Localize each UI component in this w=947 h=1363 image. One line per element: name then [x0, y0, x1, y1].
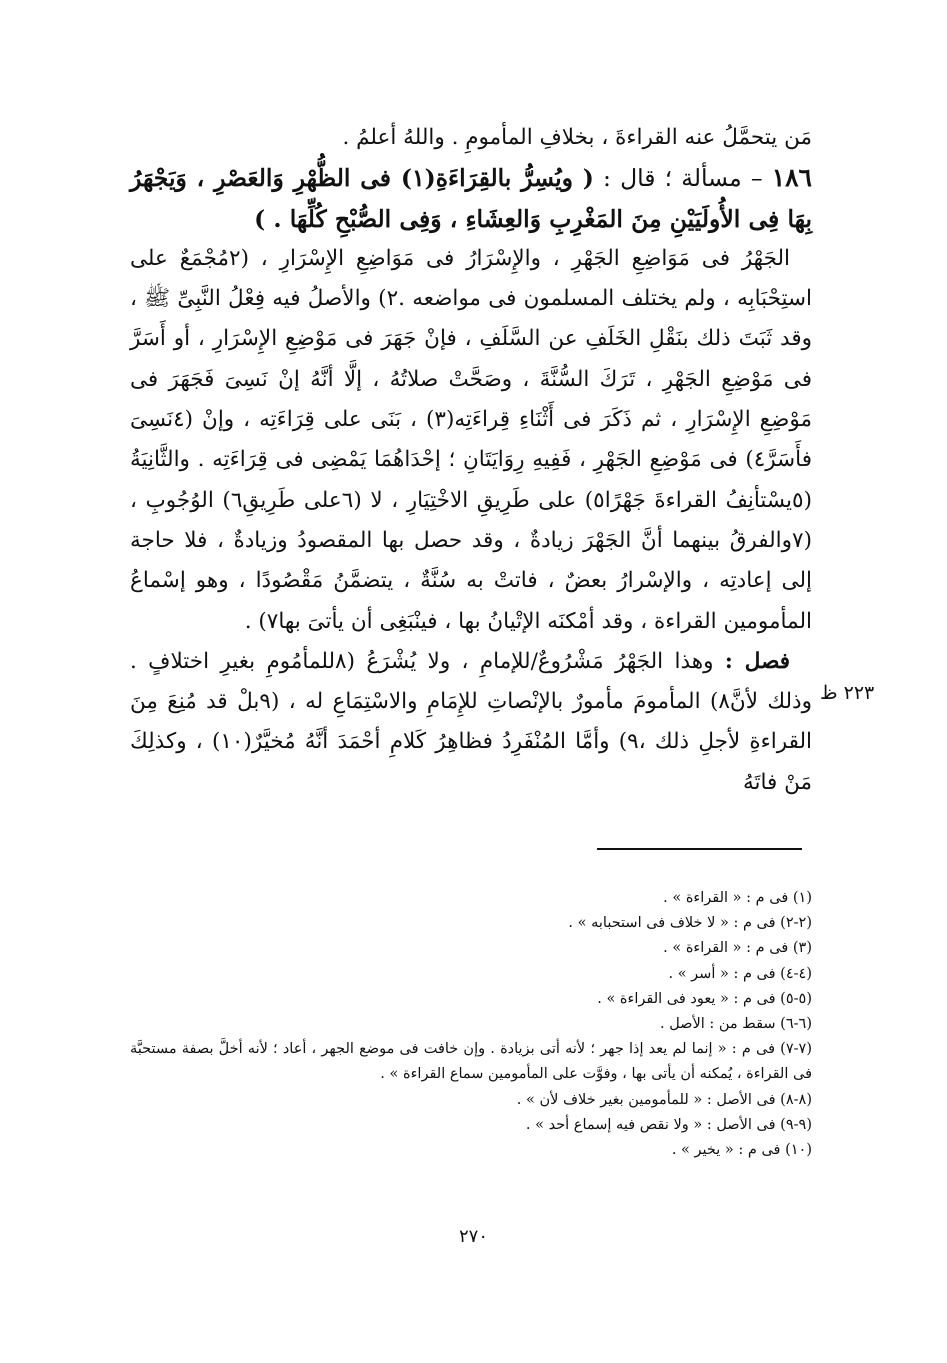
footnote: (٣) فى م : « القراءة » . — [663, 940, 812, 957]
issue-number: ١٨٦ — [771, 163, 812, 193]
footnote: (٥-٥) فى م : « يعود فى القراءة » . — [597, 990, 812, 1007]
footnote: (٦-٦) سقط من : الأصل . — [659, 1016, 812, 1033]
footnotes — [130, 886, 812, 1163]
footnote: (٨-٨) فى الأصل : « للمأمومين بغير خلاف لأن » . — [516, 1091, 812, 1108]
issue-heading — [130, 158, 812, 239]
page-number: ٢٧٠ — [458, 1226, 488, 1247]
commentary-paragraph: الجَهْرُ فى مَوَاضِعِ الجَهْرِ ، والإِسْرَارُ فى مَوَاضِعِ الإِسْرَارِ ، (٢مُجْمَعٌ على استِحْبَابِه ، ولم يختلف المسلمون فى مواضعه .٢) والأصلُ فيه فِعْلُ النَّبِىِّ ﷺ ، وقد ثَبَتَ ذلك بنَقْلِ الخَلَفِ عن السَّلَفِ ، فإنْ جَهَرَ فى مَوْضِعِ الإِسْرَارِ ، أو أَسَرَّ فى مَوْضِعِ الجَهْرِ ، تَرَكَ السُّنَّةَ ، وصَحَّتْ صلاتُهُ ، إلَّا أنَّهُ إنْ نَسِىَ فَجَهَرَ فى مَوْضِعِ الإِسْرَارِ ، ثم ذَكَرَ فى أَثْنَاءِ قِراءَتِه(٣) ، بَنَى على قِرَاءَتِه ، وإنْ (٤نَسِىَ فأَسَرَّ٤) فى مَوْضِعِ الجَهْرِ ، فَفِيهِ رِوَايَتَانِ ؛ إحْدَاهُمَا يَمْضِى فى قِرَاءَتِه . والثَّانِيَةُ (٥يسْتأنِفُ القراءةَ جَهْرًا٥) على طَرِيقِ الاخْتِيَارِ ، لا (٦على طَرِيقِ٦) الوُجُوبِ ، (٧والفرقُ بينهما أنَّ الجَهْرَ زيادةٌ ، وقد حصل بها المقصودُ وزيادةٌ ، فلا حاجة إلى إعادتِه ، والإسْرارُ بعضٌ ، فاتتْ به سُنَّةٌ ، يتضمَّنُ مَقْصُودًا ، وهو إسْماعُ المأمومين القراءة ، وقد أمْكنَه الإتْيانُ بها ، فينْبَغِى أن يأتىَ بها٧) . — [130, 245, 812, 634]
fasl-paragraph — [130, 642, 812, 803]
fasl-text: وهذا الجَهْرُ مَشْرُوعٌ/للإمامِ ، ولا يُشْرَعُ (٨للمأمُومِ بغيرِ اختلافٍ . وذلك لأنَّ٨) المأمومَ مأمورٌ بالإنْصاتِ للإِمَامِ والاسْتِمَاعِ له ، (٩بلْ قد مُنِعَ مِنَ القراءةِ لأجلِ ذلك ،٩) وأمَّا المُنْفَرِدُ فظاهِرُ كَلامِ أحْمَدَ أنَّهُ مُخيَّرٌ(١٠) ، وكذلِكَ مَنْ فاتَهُ — [130, 648, 813, 795]
intro-line: مَن يتحمَّلُ عنه القراءةَ ، بخلافِ المأمومِ . واللهُ أعلمُ . — [342, 125, 812, 150]
footnote: (٧-٧) فى م : « إنما لم يعد إذا جهر ؛ لأنه أتى بزيادة . وإن خافت فى موضع الجهر ، أعاد ؛ لأنه أخلَّ بصفة مستحبَّة فى القراءة ، يُمكنه أن يأتى بها ، وفوَّت على المأمومين سماع القراءة » . — [130, 1041, 812, 1083]
footnote: (١) فى م : « القراءة » . — [663, 890, 812, 906]
footnote: (٢-٢) فى م : « لا خلاف فى استحبابه » . — [568, 915, 812, 932]
manuscript-folio-marker: ٢٢٣ ظ — [820, 682, 875, 704]
footnote: (٩-٩) فى الأصل : « ولا نقص فيه إسماع أحد » . — [525, 1116, 812, 1133]
fasl-label: فصل : — [724, 648, 790, 674]
footnote-separator — [597, 848, 802, 850]
issue-label: – مسألة ؛ قال : — [603, 164, 763, 193]
issue-text: ( ويُسِرُّ بالقِرَاءَةِ(١) فى الظُّهْرِ وَالعَصْرِ ، وَيَجْهَرُ بِهَا فِى الأُولَيَيْنِ مِنَ المَغْرِبِ وَالعِشَاءِ ، وَفِى الصُّبْحِ كُلِّهَا . ) — [130, 164, 812, 233]
footnote: (٤-٤) فى م : « أسر » . — [668, 965, 812, 982]
main-text — [130, 118, 812, 803]
footnote: (١٠) فى م : « يخير » . — [671, 1142, 812, 1159]
